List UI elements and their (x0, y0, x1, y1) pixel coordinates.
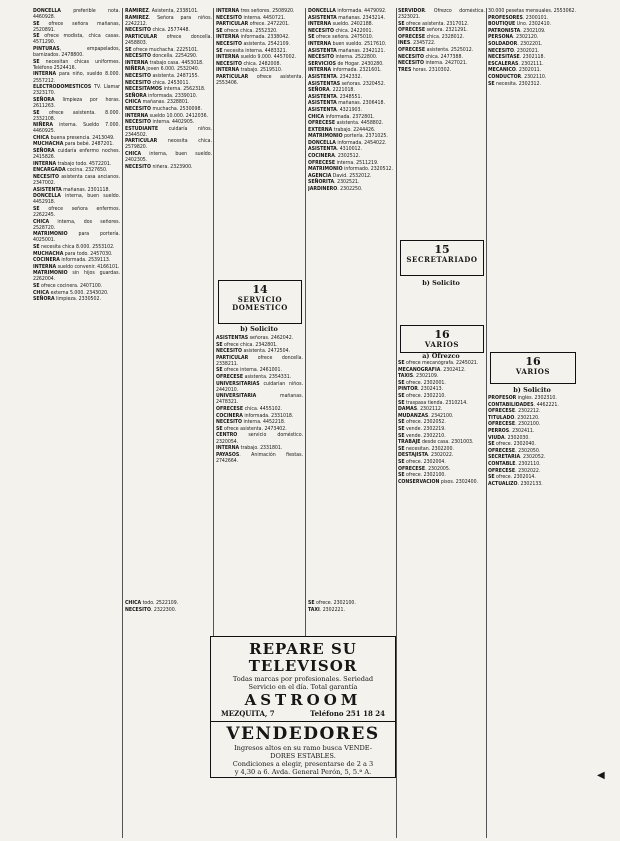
ad-text: Condiciones a elegir, presentarse de 2 a 3 (232, 760, 374, 768)
classified-ad: TAXIS. 2302109. (398, 373, 439, 380)
classified-ad: SE ofrece asistenta. 8.000. 2332108. (33, 109, 120, 122)
ad-brand: ASTROOM (244, 691, 362, 709)
section-subhead: a) Ofrezco (422, 352, 460, 360)
classified-ad: PINTOR. 2302413. (398, 386, 444, 393)
classified-ad: MUCHACHA para bebé. 2487201. (33, 141, 114, 148)
classified-ad: UNIVERSITARIA mañanas. 2478321. (216, 393, 303, 406)
classified-ad: MATRIMONIO informado. 2320512. (308, 166, 394, 173)
classified-ad: CONTABLE. 2302110. (488, 460, 541, 467)
classified-ad: OFRECESE señora. 2321291. (398, 27, 468, 34)
classified-ad: INTERNA sueldo 9.000. 4457002. (216, 54, 297, 61)
ad-divider (211, 721, 395, 722)
classified-ad: SE ofrece. 2302040. (488, 441, 536, 448)
classified-ad: CONSERVACION pisos. 2302400. (398, 478, 479, 485)
classified-ad: SE ofrece señora enfermos. 2262245. (33, 205, 120, 218)
classified-ad: ASISTENTA. 4310012. (308, 146, 362, 153)
classified-ad: MECANICO. 2302011. (488, 67, 542, 74)
classified-ad: SE traspasa tienda. 2310214. (398, 399, 468, 406)
classified-ad: CHICA interna, dos señores. 2528720. (33, 218, 120, 231)
classified-ad: OFRECESE asistenta. 4458802. (308, 120, 384, 127)
classified-ad: ASISTENTA mañanas. 2343214. (308, 14, 385, 21)
classified-ad: 30.000 pesetas mensuales. 2553062. (488, 8, 576, 14)
classified-ad: NECESITO interna. 4452218. (216, 419, 286, 426)
classified-ad: CHICA externa 5.000. 2343020. (33, 289, 109, 296)
classified-ad: OFRECESE asistenta. 2354331. (216, 374, 292, 381)
classified-ad: NECESITO chica. 2453011. (125, 79, 190, 86)
classified-ad: PARTICULAR ofrece asistenta. 2553406. (216, 73, 303, 87)
classified-ad: NECESITO chica. 2477388. (398, 53, 463, 60)
classified-ad: MUDANZAS. 2342100. (398, 412, 454, 419)
ads-column-2 (125, 8, 212, 608)
section-subhead: b) Solicito (240, 325, 278, 333)
classified-ad: ESTUDIANTE cuidaría niños. 2344502. (125, 125, 212, 138)
ad-text: Servicio en el día. Total garantía (248, 683, 358, 691)
classified-ad: SEÑORA limpieza por horas. 2611263. (33, 96, 120, 109)
classified-ad: BOUTIQUE Uno. 2302410. (488, 21, 552, 28)
classified-ad: SE ofrece cocinera. 2407100. (33, 283, 103, 290)
section-number: 16 (434, 328, 450, 341)
classified-ad: SE ofrece. 2302004. (398, 458, 446, 465)
classified-ad: TRABAJE desde casa. 2301003. (398, 439, 474, 446)
classified-ad: OFRECESE chica. 2328012. (398, 33, 465, 40)
classified-ad: SE ofrece señora. 2475010. (308, 34, 374, 41)
classified-ad: INTERNA trabajo casa. 4453018. (125, 59, 204, 66)
classified-ad: ESCALERAS. 2302111. (488, 60, 544, 67)
section-label: SERVICIO DOMESTICO (232, 295, 288, 312)
classified-ad: ASISTENTA. 2342332. (308, 73, 362, 80)
continue-arrow-icon: ◀ (597, 770, 605, 781)
classified-ad: OFRECESE asistenta. 2525012. (398, 47, 474, 54)
display-advertisement (210, 636, 396, 778)
section-number: 15 (434, 243, 450, 256)
classified-ad: ELECTRODOMESTICOS TV. Llamar 2323170. (33, 84, 120, 97)
classified-ad: CHICA informada. 2372801. (308, 113, 375, 120)
classified-ad: MUCHACHA para todo. 2457030. (33, 250, 113, 257)
classified-ad: DONCELLA informada. 4479092. (308, 8, 387, 14)
ad-phone: Teléfono 251 18 24 (310, 709, 385, 718)
ads-column-3-lower (216, 335, 303, 635)
classified-ad: SE ofrece modista, chica casas. 4571290. (33, 33, 120, 46)
classified-ad: NECESITO interna. 4450721. (216, 14, 286, 21)
classified-ad: OFRECESE. 2302022. (488, 467, 541, 474)
classified-ad: PERROS. 2302411. (488, 427, 535, 434)
ads-column-5 (398, 8, 485, 238)
classified-ad: NECESITO. 2322300. (125, 606, 177, 613)
classified-ad: NECESITAMOS interna. 2562318. (125, 86, 206, 93)
classified-ad: ASISTENTA mañanas. 2301118. (33, 186, 110, 193)
classified-ad: SE ofrece chica. 2342801. (216, 341, 278, 348)
classified-ad: INES. 2345722. (398, 40, 436, 47)
section-number: 14 (252, 283, 268, 296)
classified-ad: DAMAS. 2302112. (398, 406, 443, 413)
classified-ad: UNIVERSITARIAS cuidarían niños. 2442010. (216, 380, 303, 393)
classified-ad: INTERNA trabajo. 2331801. (216, 445, 283, 452)
classified-ad: ASISTENTA mañanas. 2342121. (308, 47, 385, 54)
classified-ad: NECESITO interna. 4402905. (125, 119, 195, 126)
ad-title: REPARE SU TELEVISOR (248, 640, 358, 675)
classified-ad: SE ofrece asistenta. 2317012. (398, 20, 469, 27)
classified-ad: NIÑERA joven 6.000. 2532040. (125, 66, 200, 73)
classified-ad: DONCELLA preferible nota. 4460928. (33, 8, 120, 21)
classified-ad: MATRIMONIO para portería. 4025001. (33, 231, 120, 244)
classified-ad: NECESITO interna. 2427021. (398, 60, 468, 67)
classified-ad: SEÑORA cuidaría enfermo noches. 2415826. (33, 148, 120, 161)
classified-ad: ASISTENTAS señoras. 2320452. (308, 80, 386, 87)
classified-ad: NECESITO. 2302021. (488, 47, 540, 54)
classified-ad: SE necesita chica 8.000. 2553102. (33, 243, 115, 250)
section-header-servicio-domestico (218, 280, 302, 324)
ad-address-row (211, 709, 395, 718)
classified-ad: PARTICULAR ofrece doncella. 2338211. (216, 354, 303, 367)
classified-ad: TITULADO. 2302120. (488, 414, 540, 421)
ads-column-5-lower (398, 360, 485, 800)
ads-column-4 (308, 8, 395, 608)
classified-ad: ACTUALIZO. 2302133. (488, 480, 543, 487)
classified-ad: SE vende. 2302219. (398, 425, 446, 432)
classified-ad: PAYASOS. Animación fiestas. 2742664. (216, 451, 303, 464)
classified-ad: ASISTENTA. 2348551. (308, 93, 362, 100)
ads-column-3 (216, 8, 303, 278)
classified-ad: SE necesitan. 2302200. (398, 445, 454, 452)
classified-ad: DONCELLA informada. 2454022. (308, 139, 387, 146)
classified-ad: NECESITASE. 2302118. (488, 54, 545, 61)
classified-ad: SEÑORA informada. 2339010. (125, 92, 198, 99)
ads-column-1 (33, 8, 120, 838)
classified-ad: OFRECESE. 2302212. (488, 408, 541, 415)
column-rule (213, 8, 214, 636)
classified-ad: SE ofrece asistenta. 2473402. (216, 425, 287, 432)
classified-ad: NECESITO asistenta. 2542109. (216, 40, 291, 47)
section-subhead: b) Solicito (513, 386, 551, 394)
section-label: VARIOS (515, 367, 551, 376)
classified-ad: OFRECESE. 2302005. (398, 465, 451, 472)
classified-ad: TRES horas. 2310302. (398, 66, 452, 73)
classified-ad: COCINERA informada. 2539113. (33, 257, 111, 264)
classified-ad: CHICA todo. 2522109. (125, 600, 179, 606)
classified-ad: INTERNA tres señores. 2508920. (216, 8, 295, 14)
classified-ad: INTERNA sueldo convenir. 4166101. (33, 263, 120, 270)
classified-ad: INTERNA trabajo. 2519510. (216, 67, 283, 74)
classified-ad: SE ofrece. 2302100. (398, 472, 446, 479)
column-rule (122, 8, 123, 838)
classified-ad: PARTICULAR ofrece. 2472201. (216, 21, 290, 28)
classified-ad: INTERNA sueldo 10.000. 2412036. (125, 112, 209, 119)
classified-ad: CONTABILIDADES. 4462221. (488, 401, 559, 408)
classified-ad: PARTICULAR necesita chica. 2579820. (125, 138, 212, 151)
classified-ad: DESTAJISTA. 2302022. (398, 452, 454, 459)
classified-ad: INTERNA informada. 2338042. (216, 34, 290, 41)
classified-ad: ENCARGADA cocina. 2327650. (33, 167, 108, 174)
classified-ad: OFRECESE. 2302050. (488, 447, 541, 454)
ads-column-6 (488, 8, 576, 338)
classified-ad: RAMIREZ. Asistenta, 2338101. (125, 8, 199, 14)
classified-ad: ASISTENTA mañanas. 2306418. (308, 100, 385, 107)
classified-ad: CHICA mañanas. 2328801. (125, 99, 190, 106)
classified-ad: OFRECESE interna. 2511219. (308, 159, 379, 166)
classified-ad: MECANOGRAFIA. 2302412. (398, 366, 466, 373)
classified-ad: OFRECESE. 2302100. (488, 421, 541, 428)
classified-ad: SEÑORITA. 2302521. (308, 179, 360, 186)
classified-ad: NECESITO interna. 2522800. (308, 54, 378, 61)
classified-ad: ASISTENTAS señoras. 2462042. (216, 335, 294, 341)
classified-ad: NECESITO asistenta casa ancianos. 2347002. (33, 173, 120, 187)
classified-ad: EXTERNA trabajo. 2244426. (308, 126, 376, 133)
classified-ad: SE necesita interna. 4483321. (216, 47, 288, 54)
section-number: 16 (525, 355, 541, 368)
section-label: SECRETARIADO (406, 255, 478, 264)
classified-ad: SE ofrece mecanógrafa. 2245021. (398, 360, 479, 366)
ads-column-2-tail (125, 600, 212, 630)
classified-ad: CHICA interna, buen sueldo. 2402305. (125, 151, 212, 164)
classified-ad: OFRECESE chica. 4455102. (216, 406, 283, 413)
ad-text: DORES ESTABLES. (270, 752, 336, 760)
classified-ad: CONDUCTOR. 2302110. (488, 73, 547, 80)
classified-ad: ASISTENTA. 4321903. (308, 106, 362, 113)
column-rule (305, 8, 306, 636)
classified-ad: NECESITO chica. 2482008. (216, 60, 281, 67)
classified-ad: MATRIMONIO sin hijos guardas. 2262004. (33, 270, 120, 283)
classified-ad: PROFESOR inglés. 2302310. (488, 395, 557, 401)
classified-ad: SE ofrece. 2302001. (398, 379, 446, 386)
classified-ad: NIÑERA interna. Sueldo 7.000. 4460925. (33, 122, 120, 135)
classified-ad: SE ofrece. 2302100. (308, 600, 356, 606)
classified-ad: AGENCIA David. 2532012. (308, 172, 372, 179)
ads-column-6-lower (488, 395, 576, 805)
classified-ad: PINTURAS, empapelados, barnizados. 2478800. (33, 46, 120, 59)
classified-ad: INTERNA buen sueldo. 2517610. (308, 40, 387, 47)
classified-ad: SE ofrece muchacha. 2225101. (125, 46, 199, 53)
classified-ad: SECRETARIA. 2302052. (488, 454, 546, 461)
classified-ad: MATRIMONIO portería. 2371025. (308, 133, 388, 140)
section-header-varios (400, 325, 484, 353)
classified-ad: PARTICULAR ofrece doncella. 2458803. (125, 33, 212, 46)
classified-ad: CHICA buena presencia. 2413049. (33, 134, 115, 141)
ad-text: Todas marcas por profesionales. Seriedad (232, 675, 374, 683)
classified-ad: INTERNA trabajo todo. 4572201. (33, 160, 112, 167)
ads-column-4-tail (308, 600, 395, 630)
ad-title-vendedores: VENDEDORES (226, 724, 380, 744)
ad-text: Ingresos altos en su ramo busca VENDE- (234, 744, 372, 752)
classified-ad: SEÑORA. 2221018. (308, 87, 355, 94)
classified-ad: VIUDA. 2302030. (488, 434, 530, 441)
classified-ad: SEÑORA limpieza. 2330502. (33, 296, 101, 303)
classified-ad: SE ofrece interna. 2461001. (216, 367, 282, 374)
classified-ad: JARDINERO. 2302250. (308, 186, 363, 193)
classified-ad: INTERNA sueldo. 2402188. (308, 21, 374, 28)
column-rule (396, 8, 397, 838)
classified-ad: INTERNA informada. 2321601. (308, 67, 382, 74)
ad-text: y 4,30 a 6. Avda. General Perón, 5, 5.ª A. (234, 768, 372, 776)
classified-ad: SE ofrece. 2302052. (398, 419, 446, 426)
classified-ad: NECESITO chica. 2422001. (308, 27, 373, 34)
classified-ad: PERSONA. 2302120. (488, 34, 539, 41)
ad-address: MEZQUITA, 7 (221, 709, 275, 718)
classified-ad: COCINERA informada. 2331018. (216, 412, 294, 419)
classified-ad: SE necesitan chicas uniformes. Teléfono 2524416. (33, 58, 120, 71)
classified-ad: NECESITO niñera. 2323900. (125, 163, 193, 170)
section-label: VARIOS (424, 340, 460, 349)
classified-ad: INTERNA para niño, sueldo 8.000. 2557212. (33, 71, 120, 84)
classified-ad: NECESITO chica. 2577448. (125, 27, 190, 34)
classified-ad: NECESITO asistenta. 2472504. (216, 348, 291, 355)
classified-ad: SE ofrece chica. 2552320. (216, 27, 278, 34)
classified-ad: PROFESORES. 2300101. (488, 14, 549, 21)
classified-ad: SE ofrece. 2302210. (398, 392, 446, 399)
classified-ad: RAMIREZ. Señora para niños. 2242212. (125, 14, 212, 27)
section-header-secretariado (400, 240, 484, 276)
classified-ad: SERVICIOS de Hogar. 2430280. (308, 60, 384, 67)
classified-ad: TAXI. 2302221. (308, 606, 345, 613)
classified-ad: PATRONISTA. 2302109. (488, 27, 546, 34)
classified-ad: COCINERA. 2302512. (308, 153, 361, 160)
classified-ad: NECESITO muchacha. 2530098. (125, 105, 202, 112)
column-rule (486, 8, 487, 838)
classified-ad: CENTRO servicio doméstico. 2320054. (216, 432, 303, 445)
classified-ad: SE vende. 2302210. (398, 432, 446, 439)
classified-ad: DONCELLA interna, buen sueldo. 4452918. (33, 193, 120, 206)
section-header-varios (490, 352, 576, 384)
classified-ad: SE ofrece. 2302014. (488, 474, 536, 481)
classified-ad: NECESITO doncella. 2254290. (125, 53, 198, 60)
classified-ad: SOLDADOR. 2302201. (488, 40, 543, 47)
classified-ad: NECESITO asistenta. 2487155. (125, 72, 200, 79)
section-subhead: b) Solicito (422, 279, 460, 287)
classified-ad: SERVIDOR. Ofrezco doméstica. 2323021. (398, 8, 485, 21)
classified-ad: SE necesita. 2302312. (488, 80, 541, 87)
classified-ad: SE ofrece señora mañanas, 2520891. (33, 20, 120, 33)
